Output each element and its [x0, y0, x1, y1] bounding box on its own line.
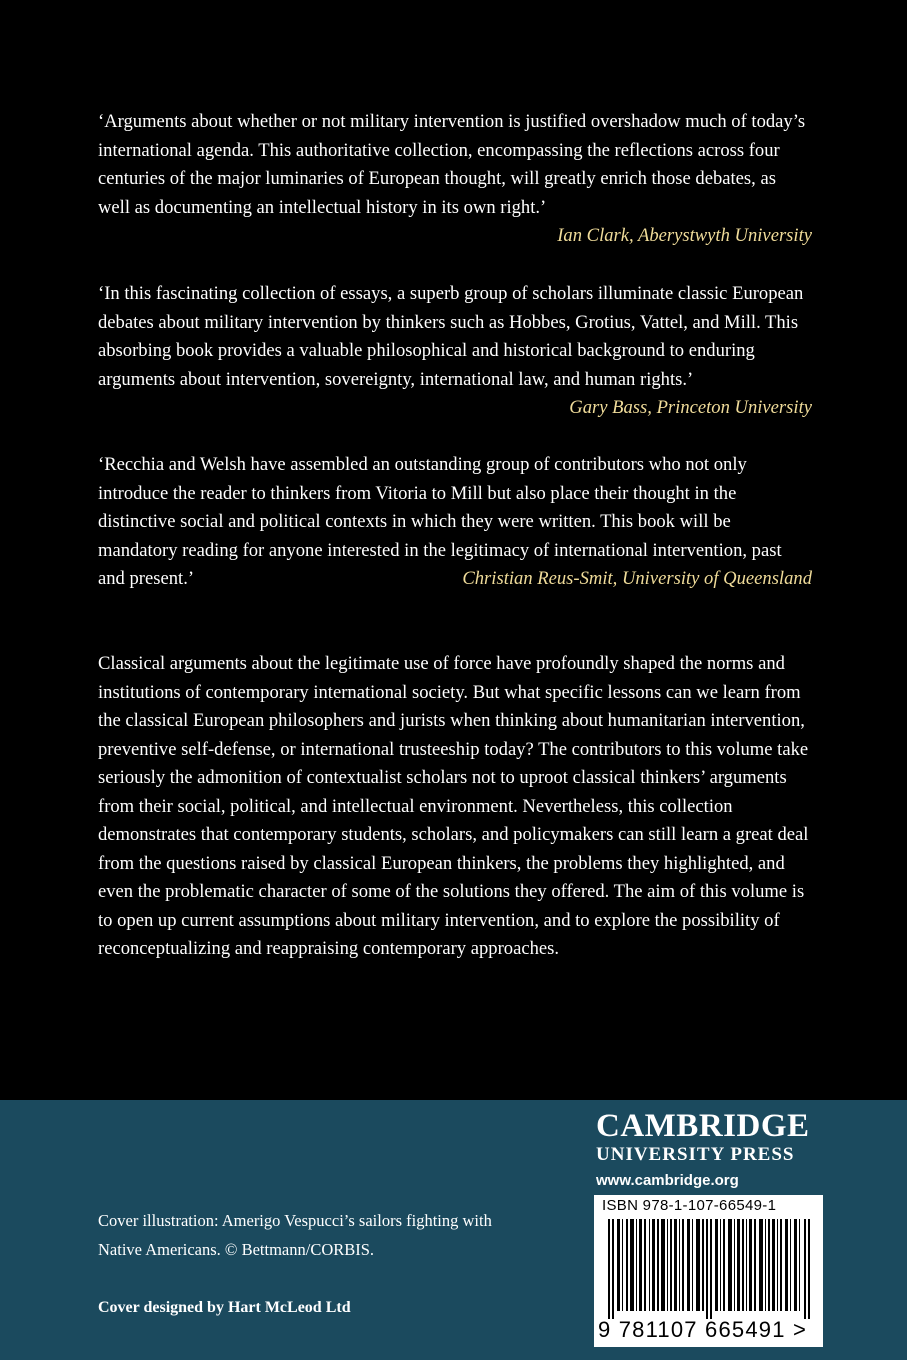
- quote-attribution: Gary Bass, Princeton University: [569, 397, 812, 418]
- book-description: Classical arguments about the legitimate use of force have profoundly shaped the norms and institutions of contemporary international society. But what specific lessons can we learn from the classical European philosophers and jurists when thinking about humanitarian intervention, preventive self-defense, or international trusteeship today? The contributors to this volume take seriously the admonition of contextualist scholars not to uproot classical thinkers’ arguments from their social, political, and intellectual environment. Nevertheless, this collection demonstrates that contemporary students, scholars, and policymakers can still learn a great deal from the questions raised by classical European thinkers, the problems they highlighted, and even the problematic character of some of the solutions they offered. The aim of this volume is to open up current assumptions about military intervention, and to explore the possibility of reconceptualizing and reappraising contemporary approaches.: [98, 653, 809, 959]
- quote-text: ‘Arguments about whether or not military intervention is justified overshadow much of today’s international agenda. This authoritative collection, encompassing the reflections across four centuries of the major luminaries of European thought, will greatly enrich those debates, as well as documenting an intellectual history in its own right.’: [98, 111, 806, 218]
- publisher-footer: [0, 1100, 907, 1360]
- publisher-name: CAMBRIDGE: [596, 1108, 810, 1144]
- cover-design-credit: Cover designed by Hart McLeod Ltd: [98, 1299, 351, 1316]
- publisher-url[interactable]: www.cambridge.org: [596, 1172, 739, 1189]
- quote-text: ‘Recchia and Welsh have assembled an outstanding group of contributors who not only introduce the reader to thinkers from Vitoria to Mill but also place their thought in the distinctive social and political contexts in which they were written. This book will be mandatory reading for anyone interested in the legitimacy of international intervention, past and present.’: [98, 454, 782, 589]
- endorsement-quote: [98, 108, 812, 251]
- publisher-subtitle: UNIVERSITY PRESS: [596, 1144, 795, 1165]
- quote-attribution: Christian Reus-Smit, University of Queensland: [462, 568, 812, 589]
- cover-illustration-credit: Cover illustration: Amerigo Vespucci’s sailors fighting with Native Americans. © Bettmann/CORBIS.: [98, 1211, 492, 1259]
- barcode-bars: [608, 1219, 810, 1319]
- endorsement-quote: [98, 451, 812, 594]
- barcode: [594, 1195, 823, 1347]
- isbn-label: ISBN 978-1-107-66549-1: [602, 1197, 777, 1214]
- publisher-logo: [596, 1108, 826, 1189]
- barcode-digits: 9 781107 665491 >: [598, 1317, 808, 1342]
- quote-text: ‘In this fascinating collection of essays, a superb group of scholars illuminate classic European debates about military intervention by thinkers such as Hobbes, Grotius, Vattel, and Mill. This absorbing book provides a valuable philosophical and historical background to enduring arguments about intervention, sovereignty, international law, and human rights.’: [98, 283, 804, 390]
- quote-attribution: Ian Clark, Aberystwyth University: [557, 225, 812, 246]
- endorsement-quote: [98, 280, 812, 423]
